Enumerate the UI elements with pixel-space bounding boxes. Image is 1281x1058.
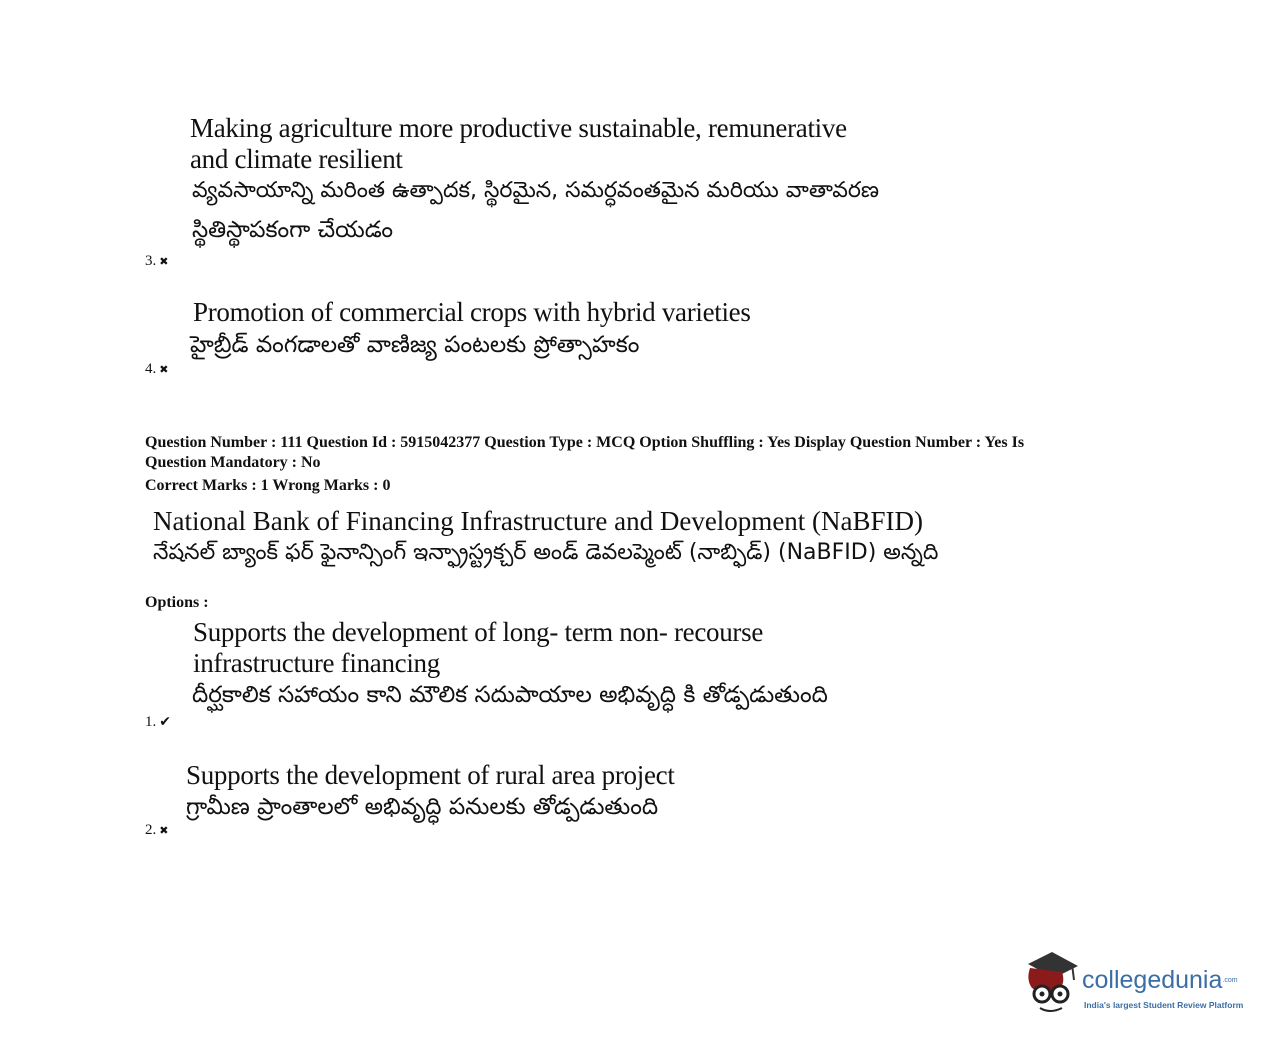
option-4-en-line-1: Promotion of commercial crops with hybrid varieties xyxy=(193,297,751,327)
option-2-te-line-1: గ్రామీణ ప్రాంతాలలో అభివృద్ధి పనులకు తోడ్పడుతుంది xyxy=(186,794,659,820)
logo-name: collegedunia xyxy=(1082,966,1223,994)
question-meta-line-3: Correct Marks : 1 Wrong Marks : 0 xyxy=(145,477,391,494)
collegedunia-logo xyxy=(1022,950,1248,1020)
options-label: Options : xyxy=(145,594,209,611)
option-3-te-line-1: వ్యవసాయాన్ని మరింత ఉత్పాదక, స్థిరమైన, సమర్ధవంతమైన మరియు వాతావరణ xyxy=(192,178,880,203)
option-2-number: 2. xyxy=(145,822,157,838)
question-text-te: నేషనల్ బ్యాంక్ ఫర్ ఫైనాన్సింగ్ ఇన్ఫ్రాస్ట్రక్చర్ అండ్ డెవలప్మెంట్ (నాబ్ఫిడ్) (NaBFID) అన్నది xyxy=(153,540,939,565)
question-meta-line-2: Question Mandatory : No xyxy=(145,454,321,471)
mascot-icon xyxy=(1022,950,1080,1020)
option-2-marker xyxy=(145,821,168,839)
option-3-number: 3. xyxy=(145,253,157,269)
logo-suffix: .com xyxy=(1222,977,1238,984)
option-3-te-line-2: స్థితిస్థాపకంగా చేయడం xyxy=(192,217,394,243)
option-4-te-line-1: హైబ్రీడ్ వంగడాలతో వాణిజ్య పంటలకు ప్రోత్సాహకం xyxy=(190,332,640,358)
option-3-en-line-2: and climate resilient xyxy=(190,144,403,174)
cross-icon: ✖ xyxy=(159,824,169,837)
option-1-en-line-2: infrastructure financing xyxy=(193,648,440,678)
option-1-marker xyxy=(145,713,171,731)
check-icon: ✔ xyxy=(159,714,171,730)
question-meta-line-1: Question Number : 111 Question Id : 5915042377 Question Type : MCQ Option Shuffling : Yes Display Question Number : Yes Is xyxy=(145,434,1025,451)
option-3-marker xyxy=(145,252,168,270)
option-1-te-line-1: దీర్ఘకాలిక సహాయం కాని మౌలిక సదుపాయాల అభివృద్ధి కి తోడ్పడుతుంది xyxy=(192,682,828,708)
logo-tagline: India's largest Student Review Platform xyxy=(1084,1000,1244,1010)
question-text-en: National Bank of Financing Infrastructure and Development (NaBFID) xyxy=(153,506,924,536)
option-4-marker xyxy=(145,360,168,378)
option-2-en-line-1: Supports the development of rural area project xyxy=(186,760,675,790)
cross-icon: ✖ xyxy=(159,363,169,376)
option-1-en-line-1: Supports the development of long- term non- recourse xyxy=(193,617,764,647)
option-4-number: 4. xyxy=(145,361,157,377)
cross-icon: ✖ xyxy=(159,255,169,268)
option-3-en-line-1: Making agriculture more productive sustainable, remunerative xyxy=(190,113,847,143)
option-1-number: 1. xyxy=(145,714,157,730)
